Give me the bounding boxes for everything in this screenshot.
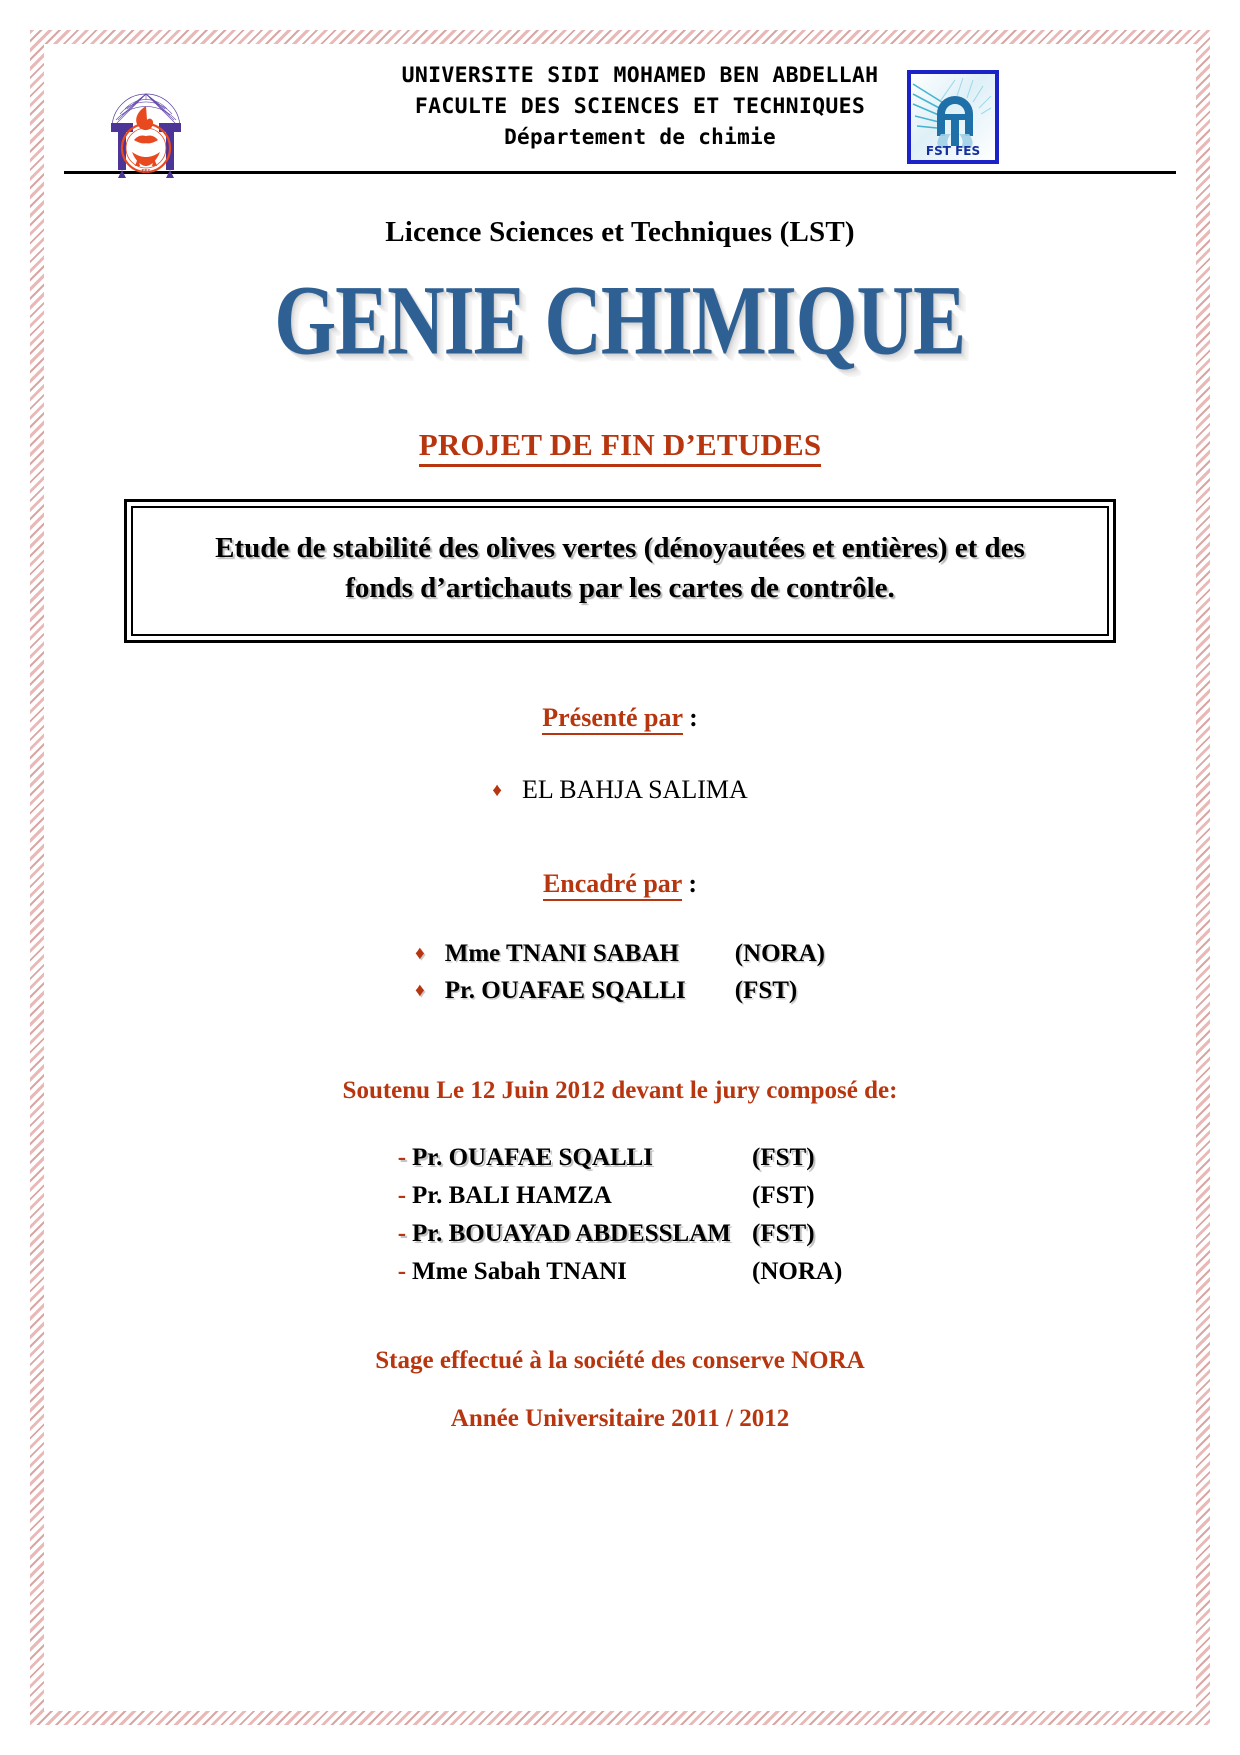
jury-member-affiliation: (FST) [752, 1144, 815, 1171]
diamond-bullet-icon: ♦ [492, 780, 502, 801]
svg-text:FES: FES [141, 169, 151, 175]
university-title-block [44, 60, 1196, 153]
supervisor-name: Pr. OUAFAE SQALLI [444, 977, 686, 1004]
supervised-by-label-row [44, 869, 1196, 899]
student-name: EL BAHJA SALIMA [521, 775, 748, 804]
presented-by-label-row [44, 703, 1196, 733]
list-item [415, 935, 825, 972]
academic-year: Année Universitaire 2011 / 2012 [450, 1405, 790, 1432]
jury-member-name: Pr. BOUAYAD ABDESSLAM [412, 1220, 731, 1247]
supervisor-name: Mme TNANI SABAH [444, 940, 679, 967]
list-item [398, 1177, 843, 1215]
list-item [398, 1139, 843, 1177]
list-item [492, 775, 748, 805]
list-item [415, 972, 825, 1009]
jury-member-name: Pr. OUAFAE SQALLI [412, 1144, 654, 1171]
dash-bullet-icon: - [397, 1258, 407, 1285]
list-item [398, 1253, 843, 1291]
supervisor-affiliation: (FST) [734, 977, 798, 1004]
wordart-container [44, 263, 1196, 385]
jury-member-name: Pr. BALI HAMZA [412, 1182, 612, 1209]
faculty-name: FACULTE DES SCIENCES ET TECHNIQUES [414, 94, 866, 119]
student-list [44, 775, 1196, 805]
diamond-bullet-icon: ♦ [415, 980, 425, 1001]
supervisor-list-inner [415, 935, 825, 1009]
jury-member-affiliation: (NORA) [752, 1258, 843, 1285]
jury-list-inner [398, 1139, 843, 1291]
supervised-by-colon: : [681, 869, 698, 898]
list-item [398, 1215, 843, 1253]
defense-statement: Soutenu Le 12 Juin 2012 devant le jury composé de: [342, 1077, 898, 1104]
fst-fes-logo [907, 70, 999, 164]
pfe-heading: PROJET DE FIN D’ETUDES [419, 427, 822, 467]
supervised-by-section [44, 869, 1196, 1009]
project-title-line-2: fonds d’artichauts par les cartes de contrôle. [345, 572, 895, 604]
presented-by-colon: : [682, 703, 698, 732]
project-title-box [124, 499, 1116, 643]
jury-member-name: Mme Sabah TNANI [412, 1258, 627, 1285]
supervised-by-label [543, 869, 697, 901]
supervisor-affiliation: (NORA) [734, 940, 825, 967]
jury-list [44, 1139, 1196, 1291]
supervisor-list [44, 935, 1196, 1009]
internship-note: Stage effectué à la société des conserve NORA [375, 1347, 865, 1374]
fst-fes-logo-text: FST FES [925, 144, 981, 158]
page-header [44, 44, 1196, 200]
dash-bullet-icon: - [397, 1144, 407, 1171]
supervised-by-label-text: Encadré par [543, 869, 682, 901]
diamond-bullet-icon: ♦ [415, 943, 425, 964]
dash-bullet-icon: - [397, 1182, 407, 1209]
project-title-line-1: Etude de stabilité des olives vertes (dénoyautées et entières) et des [215, 532, 1025, 564]
presented-by-section [44, 703, 1196, 805]
jury-member-affiliation: (FST) [752, 1220, 815, 1247]
department-name: Département de chimie [504, 125, 776, 149]
university-name: UNIVERSITE SIDI MOHAMED BEN ABDELLAH [401, 63, 879, 88]
cover-page-content [44, 44, 1196, 1711]
diploma-label: Licence Sciences et Techniques (LST) [385, 216, 855, 248]
presented-by-label [542, 703, 697, 735]
university-crest-logo [94, 60, 198, 178]
presented-by-label-text: Présenté par [542, 703, 682, 735]
project-title-box-inner [131, 506, 1109, 636]
dash-bullet-icon: - [397, 1220, 407, 1247]
header-divider [64, 171, 1176, 174]
pfe-heading-row [44, 427, 1196, 463]
genie-chimique-wordart: GENIE CHIMIQUE [274, 263, 966, 376]
jury-member-affiliation: (FST) [752, 1182, 815, 1209]
